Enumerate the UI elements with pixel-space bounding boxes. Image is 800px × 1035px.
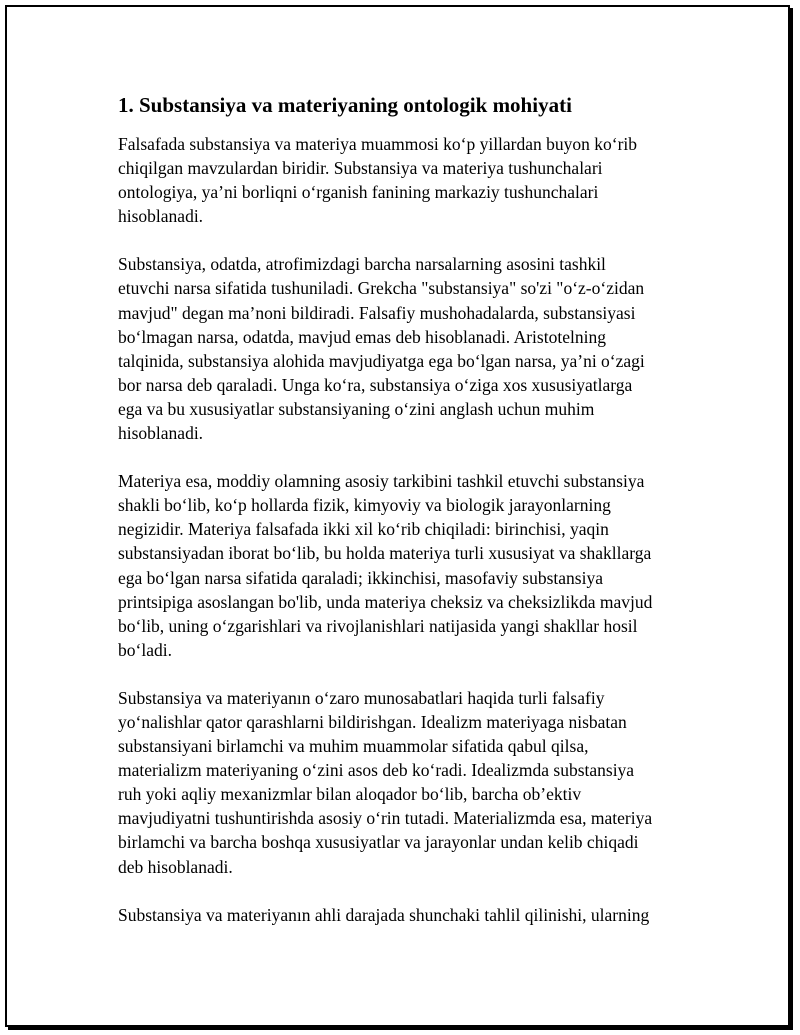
paragraph-2	[118, 252, 698, 445]
text-line: Materiya esa, moddiy olamning asosiy tarkibini tashkil etuvchi substansiya	[118, 471, 645, 492]
text-line: ega bo‘lgan narsa sifatida qaraladi; ikkinchisi, masofaviy substansiya	[118, 567, 604, 588]
text-line: materializm materiyaning o‘zini asos deb ko‘radi. Idealizmda substansiya	[118, 760, 635, 781]
paragraph-3	[118, 469, 698, 662]
text-line: bo‘lib, uning o‘zgarishlari va rivojlanishlari natijasida yangi shakllar hosil	[118, 615, 638, 636]
text-line: ontologiya, ya’ni borliqni o‘rganish fanining markaziy tushunchalari	[118, 182, 599, 203]
text-line: ega va bu xususiyatlar substansiyaning o‘zini anglash uchun muhim	[118, 398, 595, 419]
text-line: hisoblanadi.	[118, 423, 204, 444]
paragraph-5	[118, 903, 698, 927]
paragraph-1	[118, 132, 698, 228]
text-line: Substansiya, odatda, atrofimizdagi barcha narsalarning asosini tashkil	[118, 254, 606, 275]
text-line: Substansiya va materiyanın o‘zaro munosabatlari haqida turli falsafiy	[118, 687, 605, 708]
text-line: mavjudiyatni tushuntirishda asosiy o‘rin tutadi. Materializmda esa, materiya	[118, 808, 653, 829]
text-line: yo‘nalishlar qator qarashlarni bildirishgan. Idealizm materiyaga nisbatan	[118, 711, 627, 732]
text-line: substansiyani birlamchi va muhim muammolar sifatida qabul qilsa,	[118, 736, 589, 757]
paragraph-4	[118, 686, 698, 879]
text-line: bo‘lmagan narsa, odatda, mavjud emas deb hisoblanadi. Aristotelning	[118, 326, 606, 347]
text-line: printsipiga asoslangan bo'lib, unda materiya cheksiz va cheksizlikda mavjud	[118, 591, 653, 612]
text-line: substansiyadan iborat bo‘lib, bu holda materiya turli xususiyat va shakllarga	[118, 543, 652, 564]
text-line: mavjud" degan ma’noni bildiradi. Falsafiy mushohadalarda, substansiyasi	[118, 302, 636, 323]
text-line: shakli bo‘lib, ko‘p hollarda fizik, kimyoviy va biologik jarayonlarning	[118, 495, 611, 516]
text-line: birlamchi va barcha boshqa xususiyatlar va jarayonlar undan kelib chiqadi	[118, 832, 639, 853]
document-body	[118, 91, 698, 951]
text-line: hisoblanadi.	[118, 206, 204, 227]
text-line: chiqilgan mavzulardan biridir. Substansiya va materiya tushunchalari	[118, 158, 603, 179]
text-line: bo‘ladi.	[118, 639, 172, 660]
section-heading: 1. Substansiya va materiyaning ontologik mohiyati	[118, 93, 572, 117]
text-line: Falsafada substansiya va materiya muammosi ko‘p yillardan buyon ko‘rib	[118, 134, 638, 154]
text-line: Substansiya va materiyanın ahli darajada shunchaki tahlil qilinishi, ularning	[118, 904, 650, 925]
text-line: deb hisoblanadi.	[118, 856, 233, 877]
text-line: bor narsa deb qaraladi. Unga ko‘ra, substansiya o‘ziga xos xususiyatlarga	[118, 374, 633, 395]
text-line: talqinida, substansiya alohida mavjudiyatga ega bo‘lgan narsa, ya’ni o‘zagi	[118, 350, 645, 371]
text-line: ruh yoki aqliy mexanizmlar bilan aloqador bo‘lib, barcha ob’ektiv	[118, 784, 582, 805]
text-line: etuvchi narsa sifatida tushuniladi. Grekcha "substansiya" so'zi "o‘z-o‘zidan	[118, 278, 645, 299]
text-line: negizidir. Materiya falsafada ikki xil ko‘rib chiqiladi: birinchisi, yaqin	[118, 519, 609, 540]
